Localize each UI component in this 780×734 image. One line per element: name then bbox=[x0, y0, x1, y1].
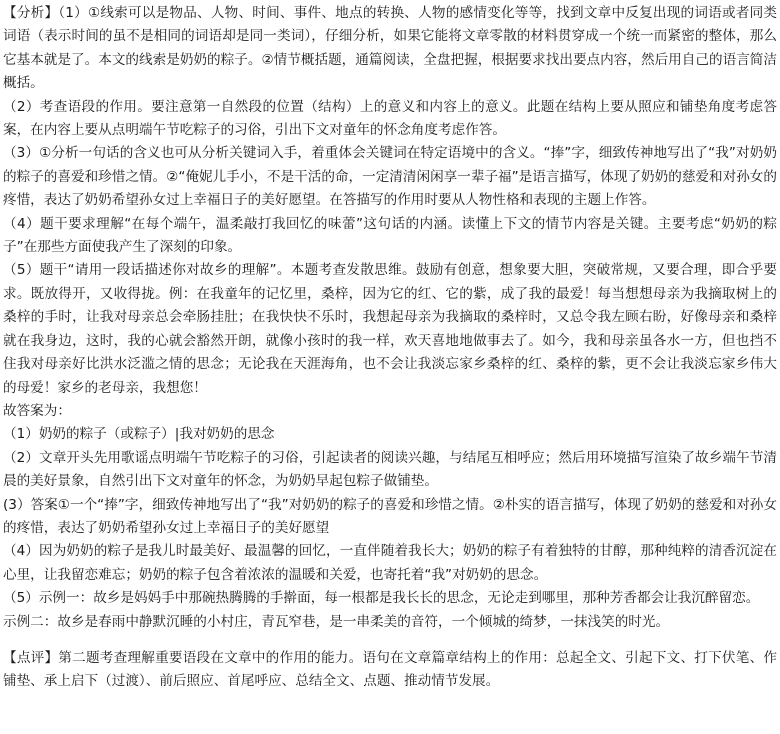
answer-3: (3）答案①一个“捧”字，细致传神地写出了“我”对奶奶的粽子的喜爱和珍惜之情。②朴实的语言描写，体现了奶奶的慈爱和对孙女的疼惜，表达了奶奶希望孙女过上幸福日子的美好愿望 bbox=[3, 496, 777, 536]
answer-1: （1）奶奶的粽子（或粽子）|我对奶奶的思念 bbox=[3, 426, 275, 443]
analysis-paragraph-4: （4）题干要求理解“在每个端午，温柔敲打我回忆的味蕾”这句话的内涵。读懂上下文的情节内容是关键。主要考虑“奶奶的粽子”在那些方面使我产生了深刻的印象。 bbox=[3, 215, 777, 256]
comment-paragraph: 【点评】第二题考查理解重要语段在文章中的作用的能力。语句在文章篇章结构上的作用：总起全文、引起下文、打下伏笔、作铺垫、承上启下（过渡）、前后照应、首尾呼应、总结全文、点题、推动情节发展。 bbox=[3, 649, 777, 690]
analysis-paragraph-1: 【分析】（1）①线索可以是物品、人物、时间、事件、地点的转换、人物的感情变化等等，找到文章中反复出现的词语或者同类词语（表示时间的虽不是相同的词语却是同一类词），仔细分析，如果它能将文章零散的材料贯穿成一个统一而紧密的整体，那么它基本就是了。本文的线索是奶奶的粽子。②情节概括题，通篇阅读，全盘把握，根据要求找出要点内容，然后用自己的语言简洁概括。 bbox=[3, 5, 777, 92]
analysis-paragraph-3: （3）①分析一句话的含义也可从分析关键词入手，着重体会关键词在特定语境中的含义。“捧”字，细致传神地写出了“我”对奶奶的粽子的喜爱和珍惜之情。②“俺妮儿手小，不是干活的命，一定清清闲闲享一辈子福”是语言描写，体现了奶奶的慈爱和对孙女的疼惜，表达了奶奶希望孙女过上幸福日子的美好愿望。在答描写的作用时要从人物性格和表现的主题上作答。 bbox=[3, 145, 777, 209]
analysis-paragraph-5: （5）题干“请用一段话描述你对故乡的理解”。本题考查发散思维。鼓励有创意，想象要大胆，突破常规，又要合理，即合乎要求。既放得开，又收得拢。例：在我童年的记忆里，桑梓，因为它的红、它的紫，成了我的最爱！每当想想母亲为我摘取树上的桑梓的手时，让我对母亲总会牵肠挂肚；在我快快不乐时，我想起母亲为我摘取的桑梓时，又总令我左顾右盼，好像母亲和桑梓就在我身边，这时，我的心就会豁然开朗，就像小孩时的我一样，欢天喜地地做事去了。如今，我和母亲虽各水一方，但也挡不住我对母亲好比洪水泛滥之情的思念；无论我在天涯海角，也不会让我淡忘家乡桑梓的红、桑梓的紫，更不会让我淡忘家乡伟大的母爱！家乡的老母亲，我想您！ bbox=[3, 262, 777, 396]
answer-2: （2）文章开头先用歌谣点明端午节吃粽子的习俗，引起读者的阅读兴趣，与结尾互相呼应；然后用环境描写渲染了故乡端午节清晨的美好景象，自然引出下文对童年的怀念，为奶奶早起包粽子做铺垫。 bbox=[3, 449, 777, 490]
section-spacer bbox=[3, 634, 777, 647]
analysis-paragraph-2: （2）考查语段的作用。要注意第一自然段的位置（结构）上的意义和内容上的意义。此题在结构上要从照应和铺垫角度考虑答案，在内容上要从点明端午节吃粽子的习俗，引出下文对童年的怀念角度考虑作答。 bbox=[3, 98, 777, 139]
answer-4: （4）因为奶奶的粽子是我儿时最美好、最温馨的回忆，一直伴随着我长大；奶奶的粽子有着独特的甘醇，那种纯粹的清香沉淀在心里，让我留恋难忘；奶奶的粽子包含着浓浓的温暖和关爱，也寄托着“我”对奶奶的思念。 bbox=[3, 543, 777, 583]
answer-5-example-1: （5）示例一：故乡是妈妈手中那碗热腾腾的手擀面，每一根都是我长长的思念，无论走到哪里，那种芳香都会让我沉醉留恋。 bbox=[3, 590, 760, 607]
answer-5-example-2: 示例二：故乡是春雨中静默沉睡的小村庄，青瓦窄巷，是一串柔美的音符，一个倾城的绮梦，一抹浅笑的时光。 bbox=[3, 613, 670, 630]
answers-heading: 故答案为： bbox=[3, 402, 71, 419]
